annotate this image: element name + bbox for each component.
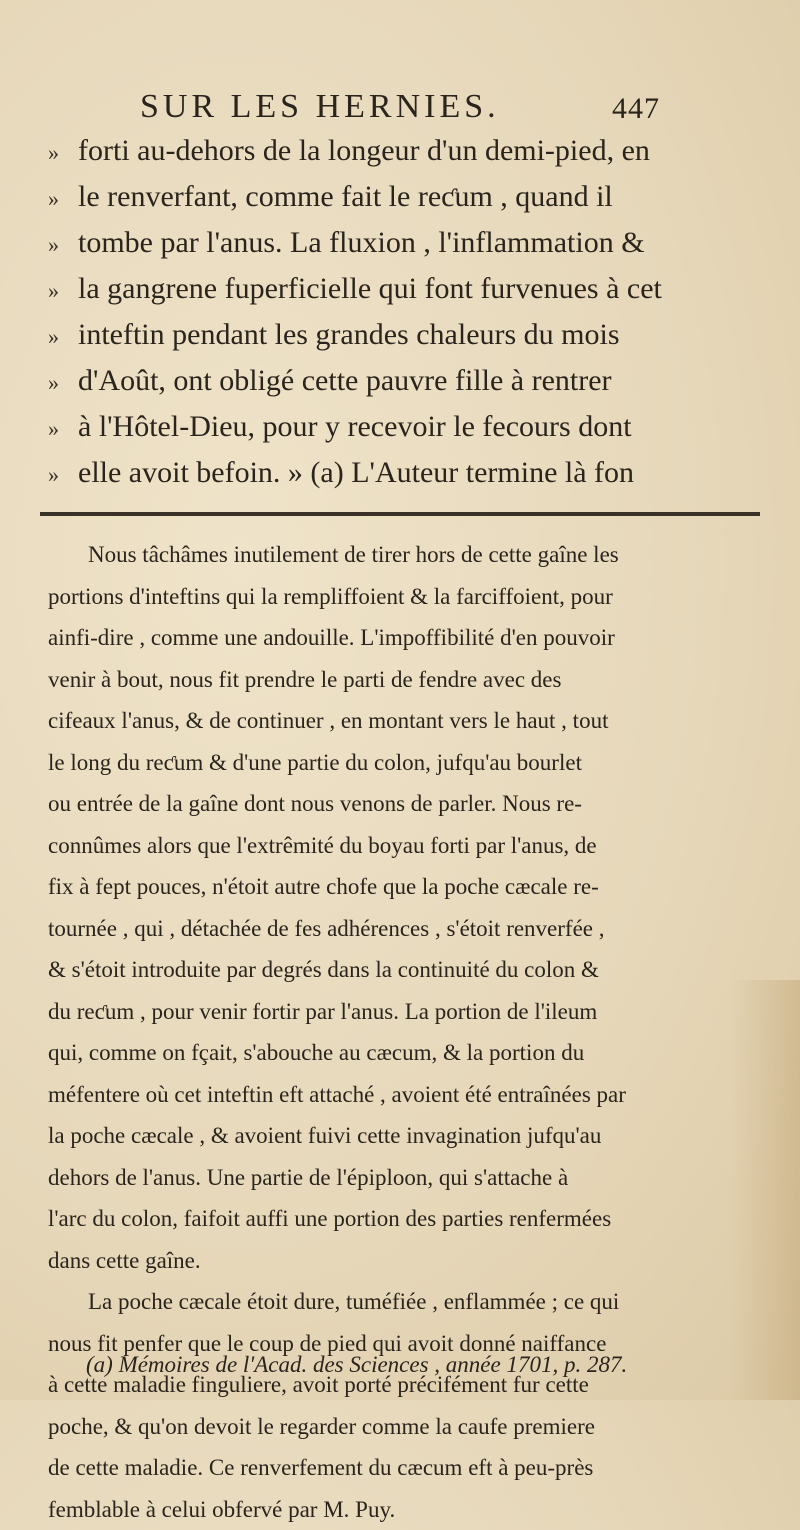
quote-text: tombe par l'anus. La fluxion , l'inflammation & [78, 226, 645, 259]
quote-line [48, 128, 768, 174]
text-line: connûmes alors que l'extrêmité du boyau forti par l'anus, de [48, 825, 768, 867]
quotation-mark: » [48, 406, 78, 452]
text-line: ainfi-dire , comme une andouille. L'impoffibilité d'en pouvoir [48, 617, 768, 659]
text-line: ou entrée de la gaîne dont nous venons de parler. Nous re- [48, 783, 768, 825]
quote-line [48, 450, 768, 496]
text-line: Nous tâchâmes inutilement de tirer hors de cette gaîne les [48, 534, 768, 576]
text-line: à cette maladie finguliere, avoit porté précifément fur cette [48, 1364, 768, 1406]
quote-line [48, 220, 768, 266]
text-line: cifeaux l'anus, & de continuer , en montant vers le haut , tout [48, 700, 768, 742]
paper-stain [730, 980, 800, 1400]
quote-text: le renverfant, comme fait le reƈum , quand il [78, 180, 613, 213]
text-line: du reƈum , pour venir fortir par l'anus. La portion de l'ileum [48, 991, 768, 1033]
running-title: SUR LES HERNIES. [140, 88, 500, 126]
text-line: femblable à celui obfervé par M. Puy. [48, 1489, 768, 1530]
text-line: nous fit penfer que le coup de pied qui avoit donné naiffance [48, 1323, 768, 1365]
text-line: de cette maladie. Ce renverfement du cæcum eft à peu-près [48, 1447, 768, 1489]
footnote: (a) Mémoires de l'Acad. des Sciences , année 1701, p. 287. [86, 1352, 627, 1378]
text-line: tournée , qui , détachée de fes adhérences , s'étoit renverfée , [48, 908, 768, 950]
quoted-passage [48, 128, 768, 496]
quote-text: forti au-dehors de la longeur d'un demi-pied, en [78, 134, 650, 167]
text-line: la poche cæcale , & avoient fuivi cette invagination jufqu'au [48, 1115, 768, 1157]
text-line: qui, comme on fçait, s'abouche au cæcum, & la portion du [48, 1032, 768, 1074]
running-header [140, 88, 610, 132]
quotation-mark: » [48, 314, 78, 360]
quote-text: d'Août, ont obligé cette pauvre fille à rentrer [78, 364, 612, 397]
main-text [48, 534, 768, 1530]
quotation-mark: » [48, 360, 78, 406]
quote-text: à l'Hôtel-Dieu, pour y recevoir le fecours dont [78, 410, 632, 443]
quote-text: la gangrene fuperficielle qui font furvenues à cet [78, 272, 662, 305]
text-line: La poche cæcale étoit dure, tuméfiée , enflammée ; ce qui [48, 1281, 768, 1323]
text-line: l'arc du colon, faifoit auffi une portion des parties renfermées [48, 1198, 768, 1240]
section-divider [40, 512, 760, 516]
quotation-mark: » [48, 452, 78, 498]
text-line: portions d'inteftins qui la rempliffoient & la farciffoient, pour [48, 576, 768, 618]
quote-line [48, 312, 768, 358]
page-number: 447 [612, 92, 660, 126]
quote-line [48, 174, 768, 220]
text-line: poche, & qu'on devoit le regarder comme la caufe premiere [48, 1406, 768, 1448]
text-line: venir à bout, nous fit prendre le parti de fendre avec des [48, 659, 768, 701]
quotation-mark: » [48, 222, 78, 268]
quotation-mark: » [48, 176, 78, 222]
quote-line [48, 358, 768, 404]
quote-text: elle avoit befoin. » (a) L'Auteur termine là fon [78, 456, 634, 489]
text-line: fix à fept pouces, n'étoit autre chofe que la poche cæcale re- [48, 866, 768, 908]
quotation-mark: » [48, 268, 78, 314]
text-line: dans cette gaîne. [48, 1240, 768, 1282]
text-line: le long du reƈum & d'une partie du colon, jufqu'au bourlet [48, 742, 768, 784]
quote-line [48, 266, 768, 312]
quote-text: inteftin pendant les grandes chaleurs du mois [78, 318, 620, 351]
text-line: dehors de l'anus. Une partie de l'épiploon, qui s'attache à [48, 1157, 768, 1199]
quote-line [48, 404, 768, 450]
quotation-mark: » [48, 130, 78, 176]
text-line: & s'étoit introduite par degrés dans la continuité du colon & [48, 949, 768, 991]
text-line: méfentere où cet inteftin eft attaché , avoient été entraînées par [48, 1074, 768, 1116]
